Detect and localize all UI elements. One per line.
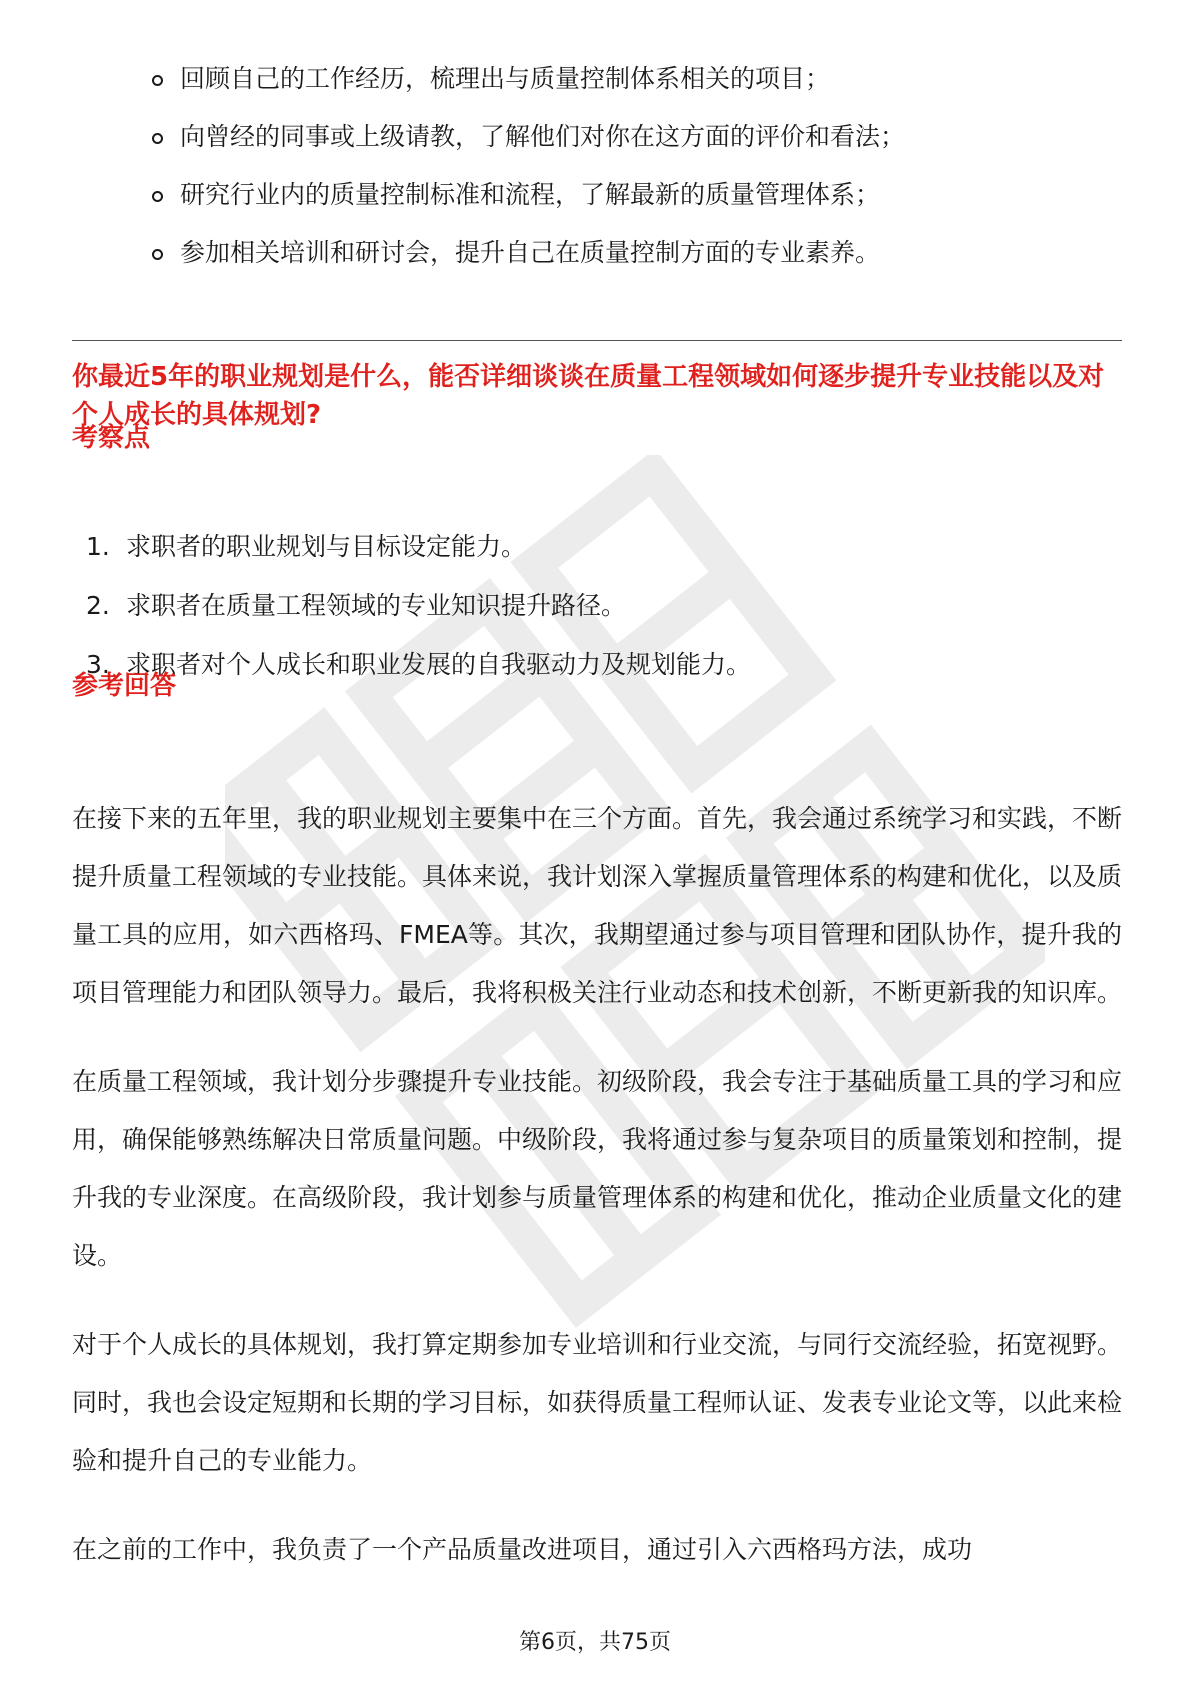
bullet-circle-icon bbox=[152, 249, 163, 260]
bullet-item bbox=[152, 60, 1112, 118]
point-item bbox=[86, 528, 1086, 587]
bullet-circle-icon bbox=[152, 191, 163, 202]
answer-paragraph: 在质量工程领域，我计划分步骤提升专业技能。初级阶段，我会专注于基础质量工具的学习和应用，确保能够熟练解决日常质量问题。中级阶段，我将通过参与复杂项目的质量策划和控制，提升我的专业深度。在高级阶段，我计划参与质量管理体系的构建和优化，推动企业质量文化的建设。 bbox=[72, 1067, 1123, 1270]
answer-body bbox=[72, 790, 1122, 1610]
bullet-circle-icon bbox=[152, 133, 163, 144]
point-number: 2. bbox=[86, 591, 110, 620]
bullet-text: 向曾经的同事或上级请教，了解他们对你在这方面的评价和看法； bbox=[180, 122, 906, 151]
bullet-item bbox=[152, 234, 1112, 292]
point-text: 求职者对个人成长和职业发展的自我驱动力及规划能力。 bbox=[126, 650, 752, 679]
point-text: 求职者的职业规划与目标设定能力。 bbox=[126, 532, 527, 561]
bullet-item bbox=[152, 118, 1112, 176]
bullet-item bbox=[152, 176, 1112, 234]
question-heading: 你最近5年的职业规划是什么，能否详细谈谈在质量工程领域如何逐步提升专业技能以及对个人成长的具体规划? bbox=[72, 362, 1105, 430]
answer-title: 参考回答 bbox=[72, 671, 177, 701]
bullet-text: 参加相关培训和研讨会，提升自己在质量控制方面的专业素养。 bbox=[180, 238, 881, 267]
points-list bbox=[86, 528, 1086, 705]
point-item bbox=[86, 587, 1086, 646]
page-footer: 第6页，共75页 bbox=[519, 1630, 671, 1655]
point-text: 求职者在质量工程领域的专业知识提升路径。 bbox=[126, 591, 627, 620]
points-title: 考察点 bbox=[72, 423, 151, 453]
answer-paragraph: 在之前的工作中，我负责了一个产品质量改进项目，通过引入六西格玛方法，成功 bbox=[72, 1535, 973, 1564]
point-item bbox=[86, 646, 1086, 705]
point-number: 1. bbox=[86, 532, 110, 561]
answer-paragraph: 对于个人成长的具体规划，我打算定期参加专业培训和行业交流，与同行交流经验，拓宽视野。同时，我也会设定短期和长期的学习目标，如获得质量工程师认证、发表专业论文等，以此来检验和提升自己的专业能力。 bbox=[72, 1330, 1123, 1475]
section-divider bbox=[72, 340, 1122, 341]
point-number: 3. bbox=[86, 650, 110, 679]
answer-paragraph: 在接下来的五年里，我的职业规划主要集中在三个方面。首先，我会通过系统学习和实践，不断提升质量工程领域的专业技能。具体来说，我计划深入掌握质量管理体系的构建和优化，以及质量工具的应用，如六西格玛、FMEA等。其次，我期望通过参与项目管理和团队协作，提升我的项目管理能力和团队领导力。最后，我将积极关注行业动态和技术创新，不断更新我的知识库。 bbox=[72, 804, 1123, 1007]
bullet-text: 回顾自己的工作经历，梳理出与质量控制体系相关的项目； bbox=[180, 64, 831, 93]
bullet-list bbox=[152, 60, 1112, 292]
bullet-text: 研究行业内的质量控制标准和流程，了解最新的质量管理体系； bbox=[180, 180, 881, 209]
bullet-circle-icon bbox=[152, 75, 163, 86]
